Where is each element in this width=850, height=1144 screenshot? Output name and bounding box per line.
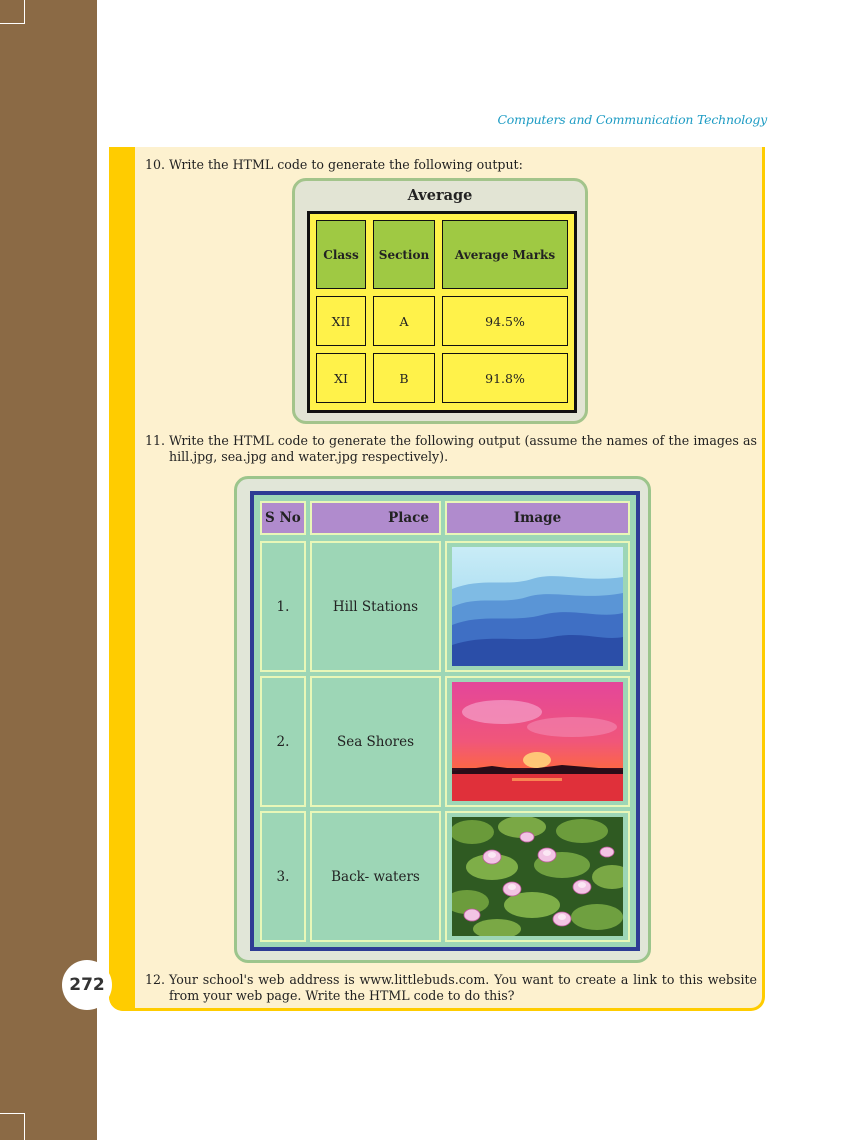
place-cell: Back- waters bbox=[310, 811, 441, 942]
average-table bbox=[307, 211, 577, 413]
question-number: 10. bbox=[145, 157, 166, 172]
question-number: 12. bbox=[145, 972, 166, 987]
header-cell-place: Place bbox=[310, 501, 441, 535]
header-cell-class: Class bbox=[316, 220, 366, 289]
image-cell bbox=[445, 541, 630, 672]
table-caption: Average bbox=[407, 187, 473, 204]
question-text: Write the HTML code to generate the following output (assume the names of the images as hill.jpg, sea.jpg and water.jpg respectively). bbox=[169, 433, 757, 464]
place-cell: Hill Stations bbox=[310, 541, 441, 672]
sno-cell: 3. bbox=[260, 811, 306, 942]
question-10 bbox=[145, 157, 760, 175]
mountains-image bbox=[452, 547, 623, 666]
places-table-figure bbox=[234, 476, 651, 963]
table-cell: 91.8% bbox=[442, 353, 568, 403]
image-cell bbox=[445, 811, 630, 942]
sno-cell: 1. bbox=[260, 541, 306, 672]
question-text: Write the HTML code to generate the following output: bbox=[169, 157, 523, 172]
running-header: Computers and Communication Technology bbox=[497, 112, 767, 127]
crop-mark-bottom bbox=[0, 1113, 25, 1144]
table-cell: 94.5% bbox=[442, 296, 568, 346]
question-text: Your school's web address is www.littlebuds.com. You want to create a link to this website from your web page. Write the HTML code to do this? bbox=[169, 972, 757, 1003]
table-cell: A bbox=[373, 296, 435, 346]
header-cell-image: Image bbox=[445, 501, 630, 535]
places-table bbox=[250, 491, 640, 951]
table-cell: XI bbox=[316, 353, 366, 403]
average-table-figure bbox=[292, 178, 588, 424]
question-12 bbox=[145, 972, 757, 1006]
panel-accent-strip bbox=[109, 147, 135, 1011]
header-cell-section: Section bbox=[373, 220, 435, 289]
header-cell-average-marks: Average Marks bbox=[442, 220, 568, 289]
question-number: 11. bbox=[145, 433, 166, 448]
place-cell: Sea Shores bbox=[310, 676, 441, 807]
header-cell-sno: S No bbox=[260, 501, 306, 535]
page-number: 272 bbox=[62, 960, 112, 1010]
question-11 bbox=[145, 433, 757, 467]
table-cell: XII bbox=[316, 296, 366, 346]
water-lilies-image bbox=[452, 817, 623, 936]
crop-mark-top bbox=[0, 0, 25, 24]
sno-cell: 2. bbox=[260, 676, 306, 807]
sunset-sea-image bbox=[452, 682, 623, 801]
image-cell bbox=[445, 676, 630, 807]
table-cell: B bbox=[373, 353, 435, 403]
